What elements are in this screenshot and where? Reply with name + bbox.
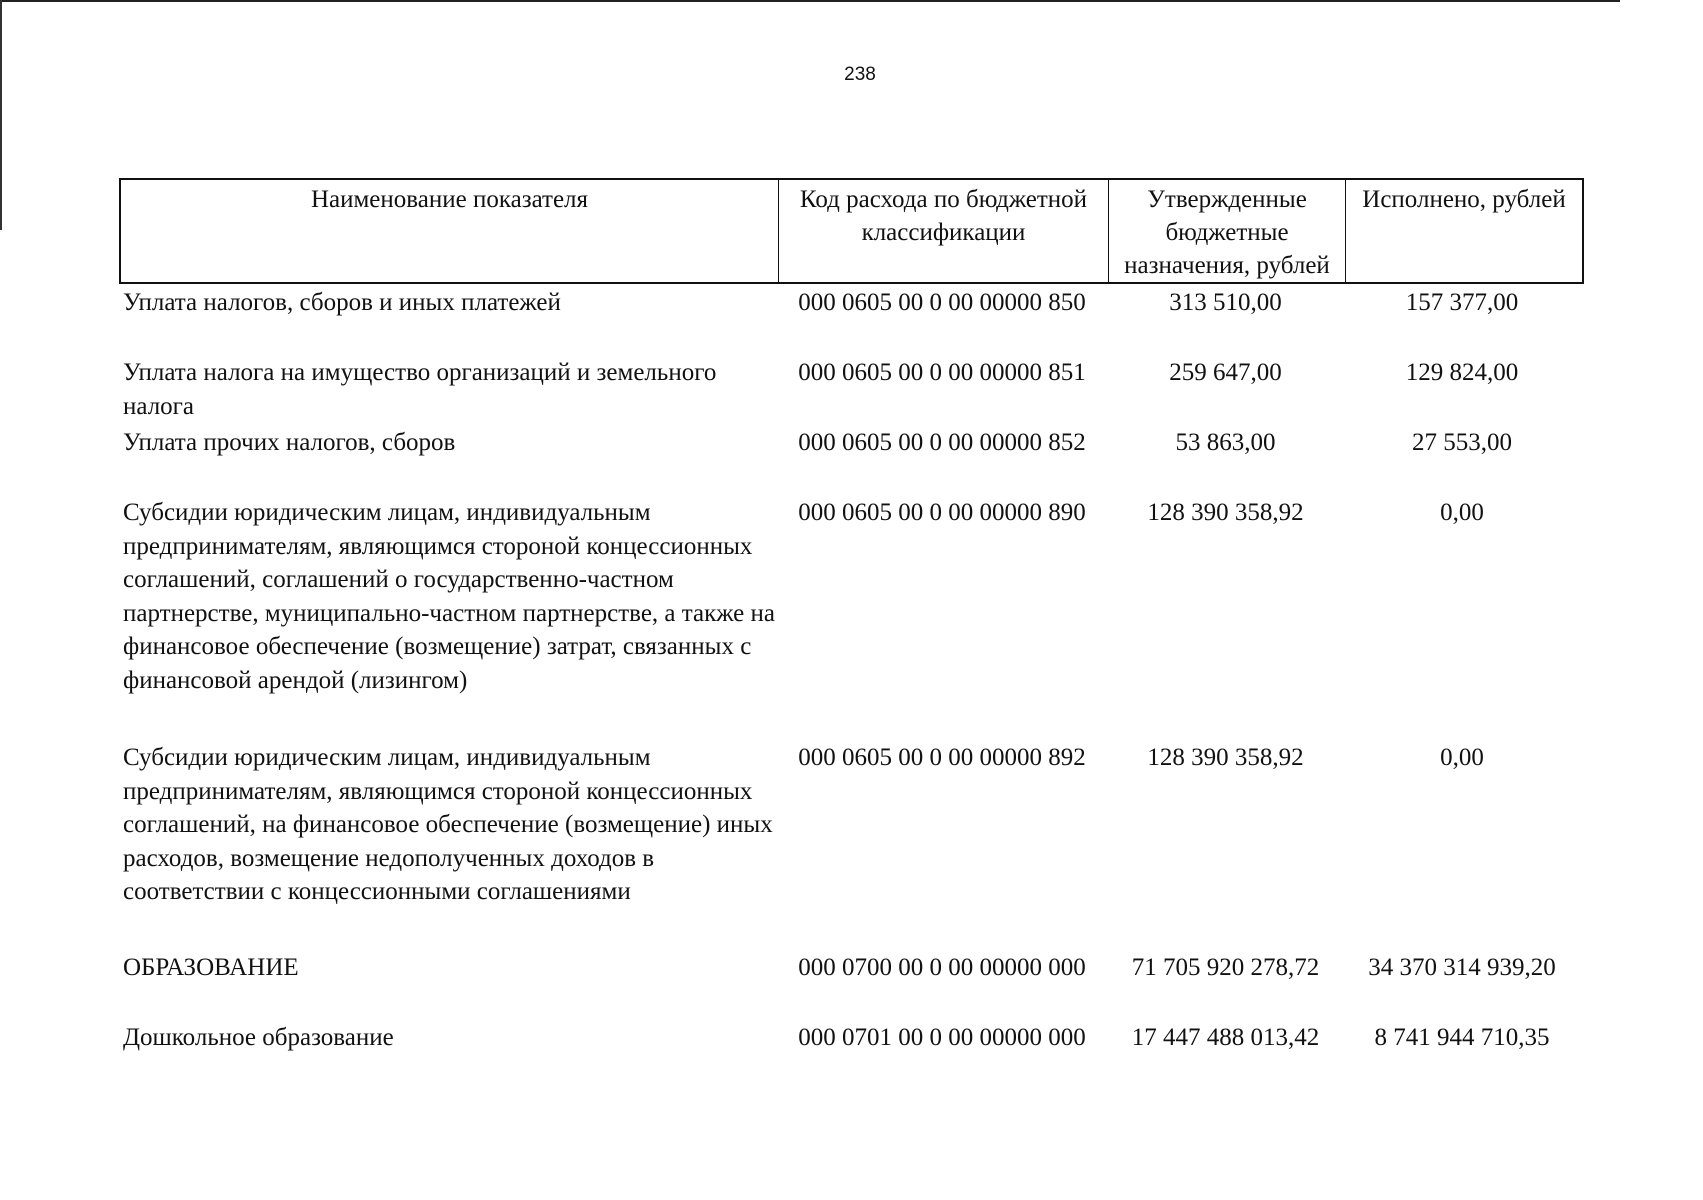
table-row bbox=[119, 426, 1584, 496]
row-done: 0,00 bbox=[1440, 744, 1484, 771]
header-code-text: Код расхода по бюджетной классификации bbox=[799, 186, 1088, 246]
row-code: 000 0605 00 0 00 00000 890 bbox=[798, 499, 1086, 526]
row-plan: 128 390 358,92 bbox=[1147, 744, 1304, 771]
row-plan: 259 647,00 bbox=[1169, 359, 1282, 386]
row-name: ОБРАЗОВАНИЕ bbox=[123, 954, 299, 981]
row-done: 0,00 bbox=[1440, 499, 1484, 526]
row-name: Уплата налогов, сборов и иных платежей bbox=[123, 289, 561, 316]
row-name: Субсидии юридическим лицам, индивидуальным предпринимателям, являющимся стороной концессионных соглашений, на финансовое обеспечение (возмещение) иных расходов, возмещение недополученных доходов в соответствии с концессионными соглашениями bbox=[123, 744, 773, 905]
row-done: 34 370 314 939,20 bbox=[1368, 954, 1556, 981]
row-done: 129 824,00 bbox=[1405, 359, 1519, 386]
table-body bbox=[119, 286, 1584, 1091]
row-name: Уплата налога на имущество организаций и земельного налога bbox=[123, 359, 717, 420]
table-row bbox=[119, 1021, 1584, 1091]
header-name-text: Наименование показателя bbox=[310, 186, 589, 213]
table-header bbox=[119, 178, 1584, 284]
row-name: Уплата прочих налогов, сборов bbox=[123, 429, 456, 456]
header-plan bbox=[1109, 180, 1346, 282]
scan-border-top bbox=[0, 0, 1620, 2]
row-done: 157 377,00 bbox=[1405, 289, 1519, 316]
row-plan: 128 390 358,92 bbox=[1147, 499, 1304, 526]
row-code: 000 0605 00 0 00 00000 851 bbox=[798, 359, 1086, 386]
row-done: 27 553,00 bbox=[1412, 429, 1512, 456]
row-name: Дошкольное образование bbox=[123, 1024, 394, 1051]
table-row bbox=[119, 496, 1584, 741]
header-code bbox=[779, 180, 1109, 282]
row-code: 000 0605 00 0 00 00000 850 bbox=[798, 289, 1086, 316]
row-code: 000 0605 00 0 00 00000 892 bbox=[798, 744, 1086, 771]
scan-border-left bbox=[0, 0, 2, 230]
header-name bbox=[121, 180, 779, 282]
row-code: 000 0605 00 0 00 00000 852 bbox=[798, 429, 1086, 456]
row-name: Субсидии юридическим лицам, индивидуальным предпринимателям, являющимся стороной концессионных соглашений, соглашений о государственно-частном партнерстве, муниципально-частном партнерстве, а также на финансовое обеспечение (возмещение) затрат, связанных с финансовой арендой (лизингом) bbox=[123, 499, 776, 694]
row-plan: 53 863,00 bbox=[1175, 429, 1276, 456]
row-plan: 17 447 488 013,42 bbox=[1131, 1024, 1320, 1051]
header-done bbox=[1346, 180, 1582, 282]
table-row bbox=[119, 286, 1584, 356]
row-done: 8 741 944 710,35 bbox=[1374, 1024, 1550, 1051]
table-row bbox=[119, 741, 1584, 951]
row-plan: 71 705 920 278,72 bbox=[1131, 954, 1320, 981]
header-done-text: Исполнено, рублей bbox=[1362, 186, 1566, 213]
header-plan-text: Утвержденные бюджетные назначения, рублей bbox=[1124, 186, 1330, 279]
row-plan: 313 510,00 bbox=[1169, 289, 1282, 316]
page-number: 238 bbox=[844, 64, 876, 85]
row-code: 000 0701 00 0 00 00000 000 bbox=[798, 1024, 1086, 1051]
table-row bbox=[119, 356, 1584, 426]
row-code: 000 0700 00 0 00 00000 000 bbox=[798, 954, 1086, 981]
table-row bbox=[119, 951, 1584, 1021]
